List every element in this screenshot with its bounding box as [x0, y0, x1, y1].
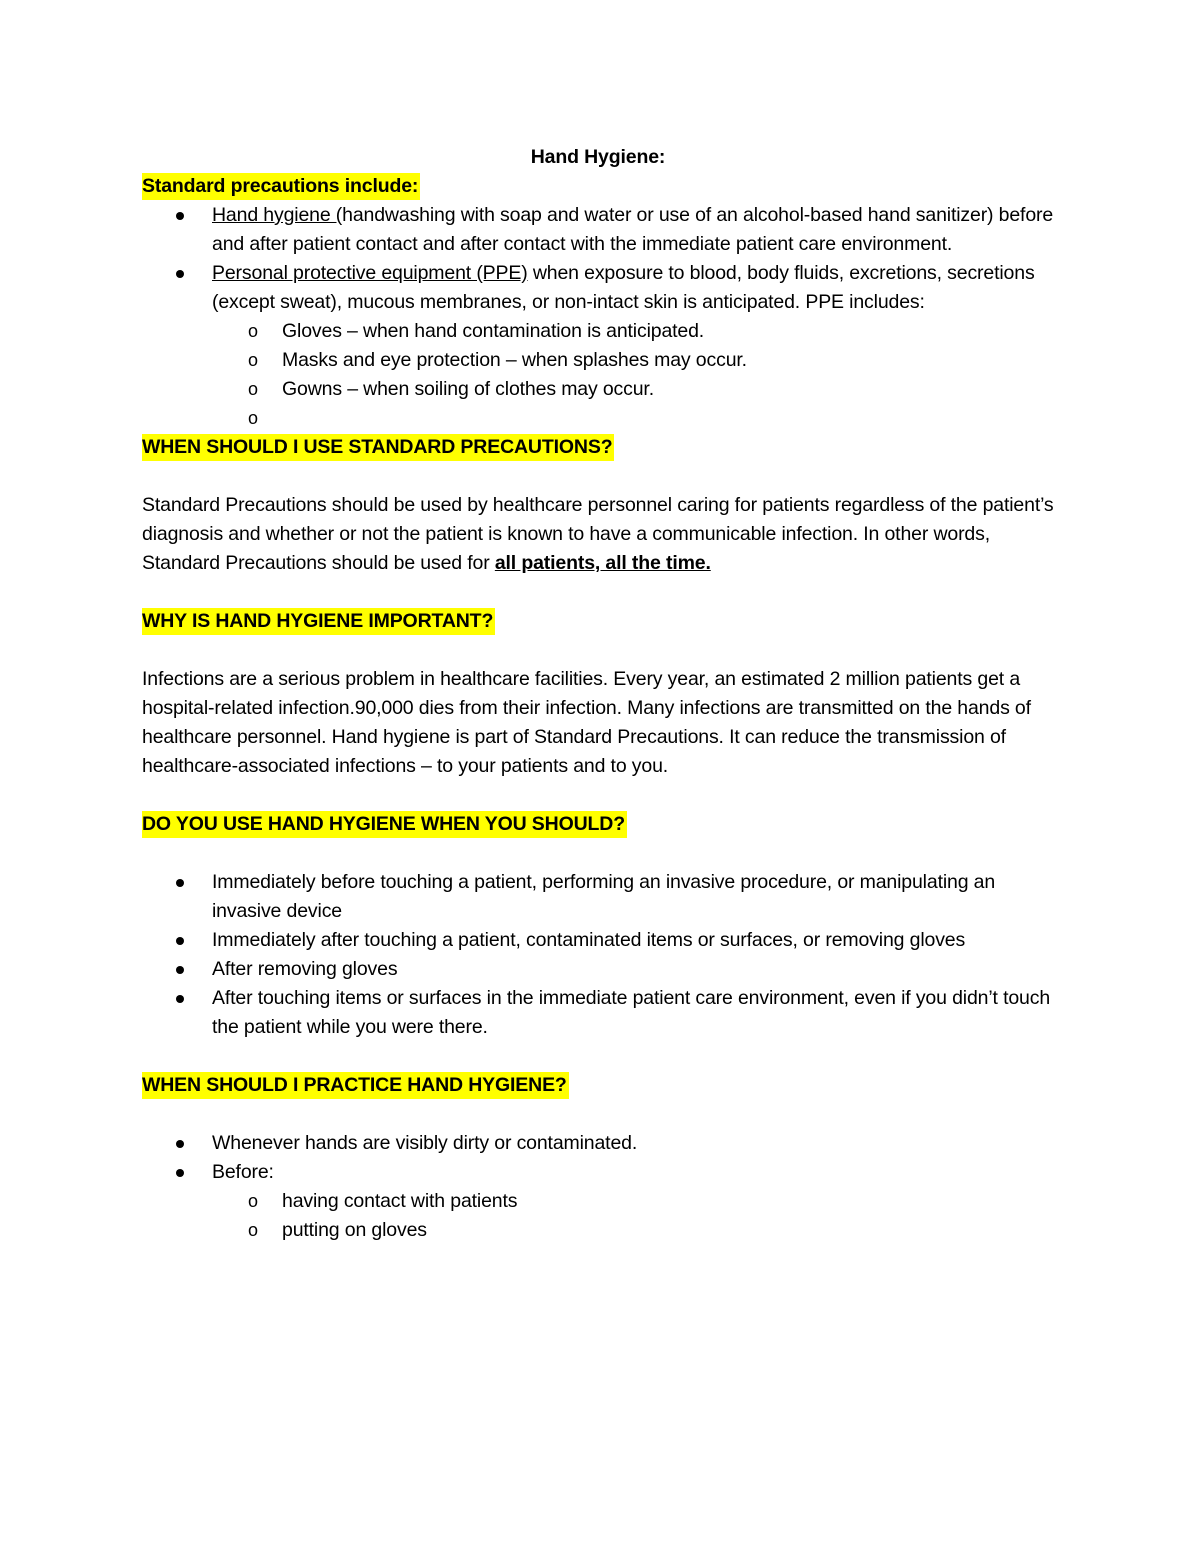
sub-list-item: [212, 346, 1062, 375]
bullet-icon: [176, 879, 184, 887]
highlighted-heading: WHEN SHOULD I USE STANDARD PRECAUTIONS?: [142, 434, 614, 461]
bullet-icon: [176, 995, 184, 1003]
circle-bullet-icon: o: [248, 321, 258, 341]
paragraph-text: Standard Precautions should be used by healthcare personnel caring for patients regardless of the patient’s diagnosis and whether or not the patient is known to have a communicable infection. In other words, Standard Precautions should be used for: [142, 494, 1054, 574]
item-text: After removing gloves: [212, 958, 398, 980]
section-heading-standard-precautions: [142, 172, 1062, 201]
list-item: [142, 984, 1062, 1042]
item-text: Before:: [212, 1161, 274, 1183]
bullet-icon: [176, 966, 184, 974]
sub-list-item: [212, 1216, 1062, 1245]
highlighted-heading: DO YOU USE HAND HYGIENE WHEN YOU SHOULD?: [142, 811, 627, 838]
paragraph: Infections are a serious problem in healthcare facilities. Every year, an estimated 2 million patients get a hospital-related infection.90,000 dies from their infection. Many infections are transmitted on the hands of healthcare personnel. Hand hygiene is part of Standard Precautions. It can reduce the transmission of healthcare-associated infections – to your patients and to you.: [142, 668, 1031, 777]
emphasis-text: all patients, all the time.: [494, 552, 711, 574]
sub-list-item: [212, 404, 1062, 433]
sub-item-text: having contact with patients: [282, 1190, 518, 1212]
bullet-icon: [176, 270, 184, 278]
list-item: [142, 926, 1062, 955]
list-item: [142, 868, 1062, 926]
section-heading-when-practice: [142, 1071, 1062, 1100]
list-item: [142, 1129, 1062, 1158]
item-text: Immediately before touching a patient, performing an invasive procedure, or manipulating an invasive device: [212, 871, 996, 922]
practice-list: [142, 1129, 1062, 1245]
page-title: Hand Hygiene:: [530, 146, 666, 168]
item-lead: Personal protective equipment (PPE): [212, 262, 528, 284]
item-text: Whenever hands are visibly dirty or contaminated.: [212, 1132, 638, 1154]
list-item: [142, 201, 1062, 259]
item-lead: Hand hygiene (: [212, 204, 343, 226]
hand-hygiene-usage-list: [142, 868, 1062, 1042]
bullet-icon: [176, 212, 184, 220]
section-heading-do-you-use: [142, 810, 1062, 839]
document-body: [142, 143, 1062, 1245]
item-text: when exposure to blood, body fluids, excretions, secretions (except sweat), mucous membranes, or non-intact skin is anticipated. PPE includes:: [212, 262, 1035, 313]
circle-bullet-icon: o: [248, 1191, 258, 1211]
circle-bullet-icon: o: [248, 1220, 258, 1240]
list-item: [142, 259, 1062, 433]
item-text: handwashing with soap and water or use of an alcohol-based hand sanitizer) before and after patient contact and after contact with the immediate patient care environment.: [212, 204, 1054, 255]
list-item: [142, 1158, 1062, 1245]
before-sublist: [142, 1187, 1062, 1245]
paragraph: [142, 491, 1062, 578]
standard-precautions-list: [142, 201, 1062, 433]
sub-list-item: [212, 1187, 1062, 1216]
sub-item-text: Gloves – when hand contamination is anticipated.: [282, 320, 705, 342]
highlighted-heading: WHEN SHOULD I PRACTICE HAND HYGIENE?: [142, 1072, 569, 1099]
list-item: [142, 955, 1062, 984]
item-text: After touching items or surfaces in the immediate patient care environment, even if you didn’t touch the patient while you were there.: [212, 987, 1051, 1038]
highlighted-heading: WHY IS HAND HYGIENE IMPORTANT?: [142, 608, 495, 635]
bullet-icon: [176, 937, 184, 945]
sub-list-item: [212, 375, 1062, 404]
highlighted-heading: Standard precautions include:: [142, 173, 420, 200]
bullet-icon: [176, 1140, 184, 1148]
sub-list-item: [212, 317, 1062, 346]
circle-bullet-icon: o: [248, 379, 258, 399]
section-heading-when-standard-precautions: [142, 433, 1062, 462]
ppe-sublist: [142, 317, 1062, 433]
bullet-icon: [176, 1169, 184, 1177]
circle-bullet-icon: o: [248, 408, 258, 428]
item-text: Immediately after touching a patient, contaminated items or surfaces, or removing gloves: [212, 929, 966, 951]
section-heading-why-hand-hygiene: [142, 607, 1062, 636]
sub-item-text: putting on gloves: [282, 1219, 427, 1241]
sub-item-text: Masks and eye protection – when splashes may occur.: [282, 349, 747, 371]
sub-item-text: Gowns – when soiling of clothes may occur.: [282, 378, 654, 400]
circle-bullet-icon: o: [248, 350, 258, 370]
